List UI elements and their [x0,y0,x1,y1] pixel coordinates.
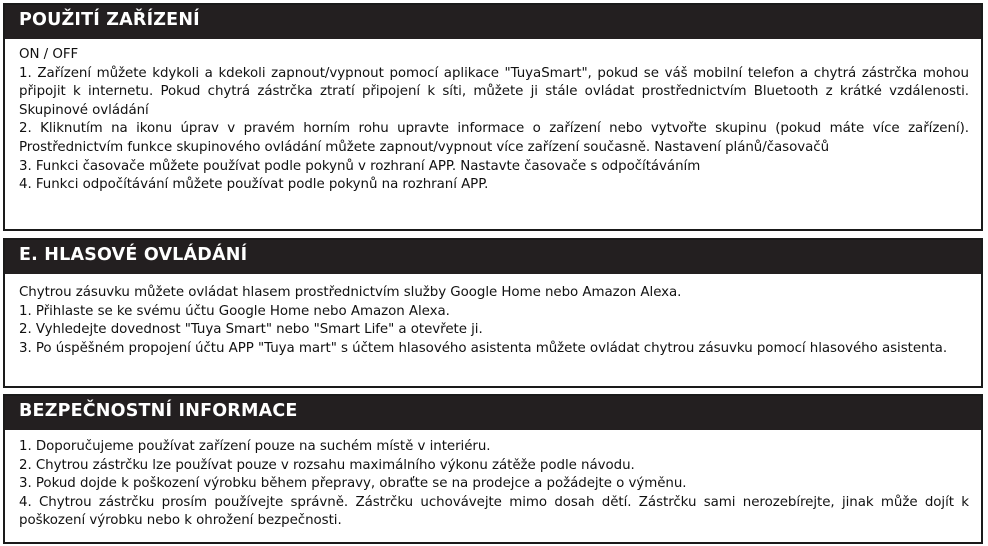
section-device-usage [3,3,983,231]
section-body [5,39,981,195]
section-title: E. HLASOVÉ OVLÁDÁNÍ [5,240,981,274]
section-safety-information [3,394,983,544]
paragraph-on-off: ON / OFF [19,47,79,62]
paragraph-step-4: 4. Funkci odpočítávání můžete používat podle pokynů na rozhraní APP. [19,177,489,193]
paragraph-step-1: 1. Zařízení můžete kdykoli a kdekoli zapnout/vypnout pomocí aplikace "TuyaSmart", pokud se váš mobilní telefon a chytrá zástrčka mohou připojit k internetu. Pokud chytrá zástrčka ztratí připojení k síti, můžete ji stále ovládat prostřednictvím Bluetooth z krátké vzdálenosti. Skupinové ovládání [19,65,969,118]
paragraph-step-3: 3. Po úspěšném propojení účtu APP "Tuya mart" s účtem hlasového asistenta můžete ovládat chytrou zásuvku pomocí hlasového asistenta. [19,340,948,356]
paragraph-step-1: 1. Doporučujeme používat zařízení pouze na suchém místě v interiéru. [19,439,491,454]
section-title: POUŽITÍ ZAŘÍZENÍ [5,5,981,39]
paragraph-step-4: 4. Chytrou zástrčku prosím používejte správně. Zástrčku uchovávejte mimo dosah dětí. Zástrčku sami nerozebírejte, jinak může dojít k poškození výrobku nebo k ohrožení bezpečnosti. [19,494,969,529]
paragraph-step-2: 2. Kliknutím na ikonu úprav v pravém horním rohu upravte informace o zařízení nebo vytvořte skupinu (pokud máte více zařízení). Prostřednictvím funkce skupinového ovládání můžete zapnout/vypnout více zařízení současně. Nastavení plánů/časovačů [19,121,969,155]
paragraph-step-2: 2. Vyhledejte dovednost "Tuya Smart" nebo "Smart Life" a otevřete ji. [19,322,483,338]
section-body [5,430,981,531]
section-body [5,274,981,358]
section-voice-control [3,238,983,388]
section-title: BEZPEČNOSTNÍ INFORMACE [5,396,981,430]
paragraph-step-2: 2. Chytrou zástrčku lze používat pouze v rozsahu maximálního výkonu zátěže podle návodu. [19,457,635,473]
paragraph-step-3: 3. Funkci časovače můžete používat podle pokynů v rozhraní APP. Nastavte časovače s odpočítáváním [19,158,701,174]
paragraph-intro: Chytrou zásuvku můžete ovládat hlasem prostřednictvím služby Google Home nebo Amazon Alexa. [19,285,682,300]
paragraph-step-3: 3. Pokud dojde k poškození výrobku během přepravy, obraťte se na prodejce a požádejte o výměnu. [19,476,687,492]
paragraph-step-1: 1. Přihlaste se ke svému účtu Google Home nebo Amazon Alexa. [19,303,450,319]
